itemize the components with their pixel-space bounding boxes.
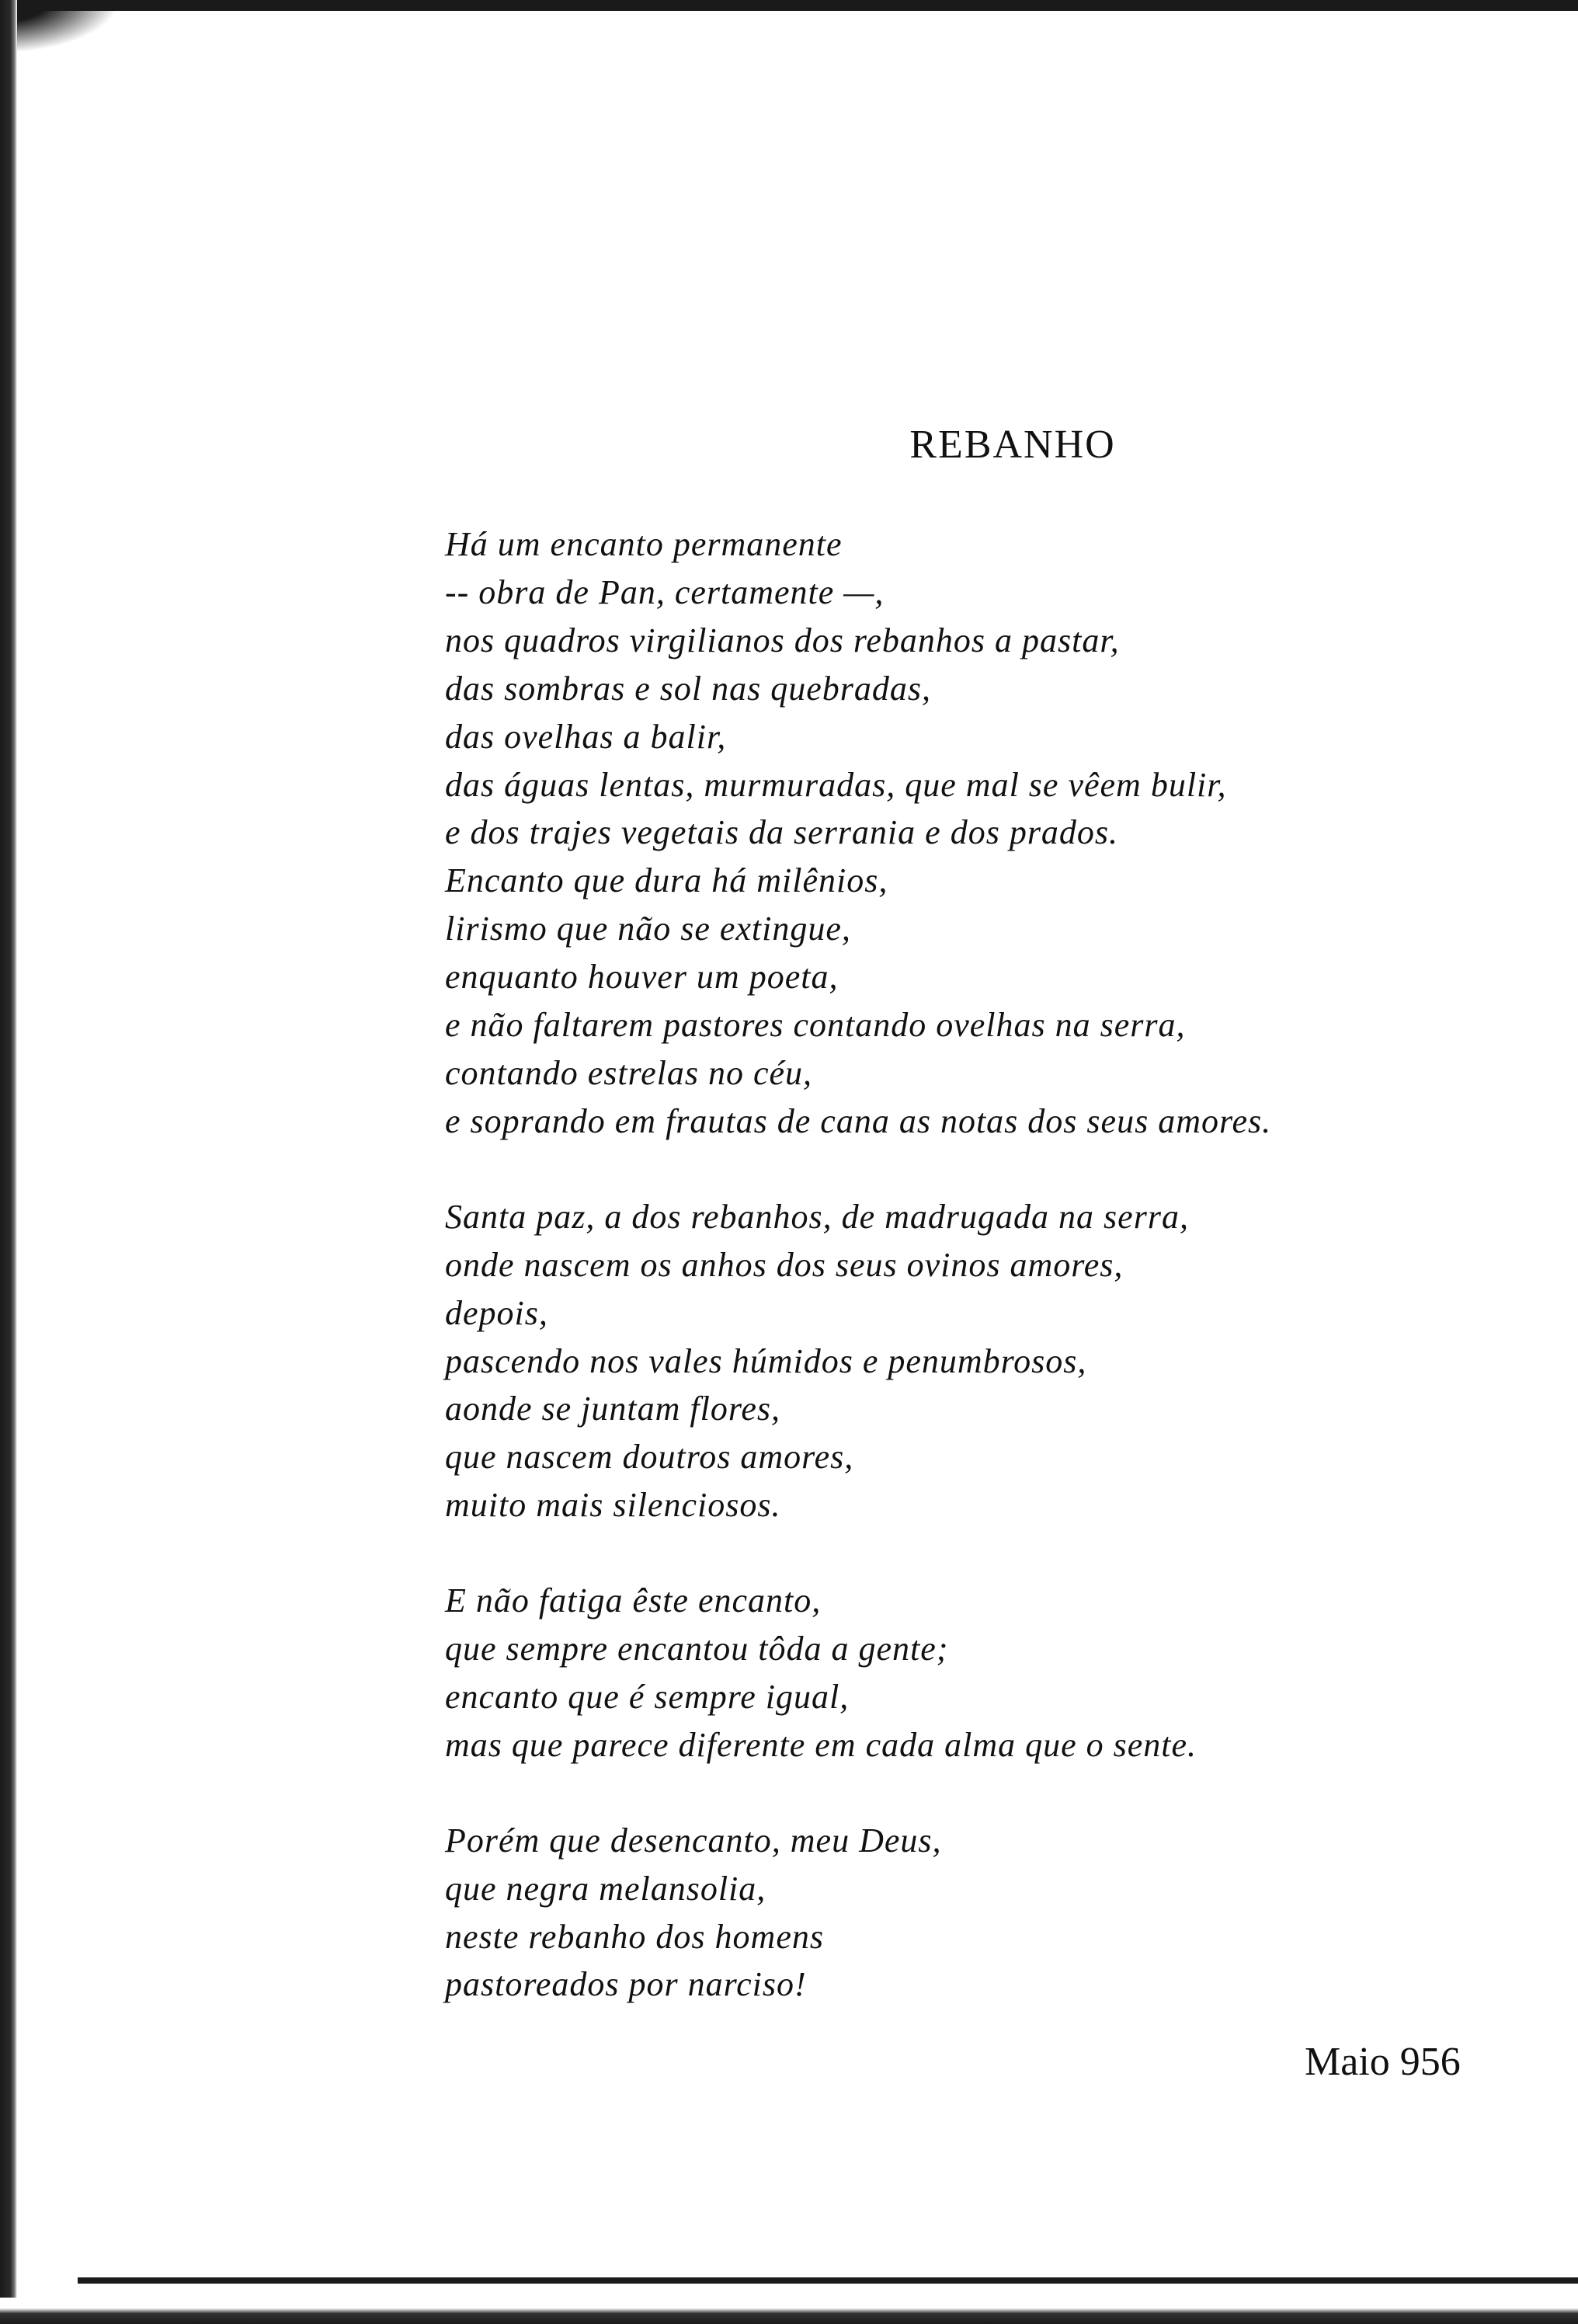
- scan-border-left: [0, 0, 17, 2324]
- scan-border-bottom: [78, 2277, 1578, 2284]
- poem-line: e dos trajes vegetais da serrania e dos prados.: [445, 813, 1119, 852]
- poem-line: e soprando em frautas de cana as notas dos seus amores.: [445, 1101, 1272, 1140]
- poem-line: encanto que é sempre igual,: [445, 1677, 850, 1716]
- poem-line: pascendo nos vales húmidos e penumbrosos,: [445, 1341, 1087, 1380]
- poem-line: que sempre encantou tôda a gente;: [445, 1630, 949, 1668]
- poem-line: das águas lentas, murmuradas, que mal se vêem bulir,: [445, 765, 1227, 804]
- stanza-2: [445, 1193, 1578, 1529]
- poem-line: nos quadros virgilianos dos rebanhos a pastar,: [445, 621, 1120, 659]
- poem-body: [445, 520, 1578, 2056]
- poem-line: neste rebanho dos homens: [445, 1917, 824, 1956]
- poem-line: Há um encanto permanente: [445, 525, 843, 563]
- poem-line: das sombras e sol nas quebradas,: [445, 669, 932, 708]
- poem-line: E não fatiga êste encanto,: [445, 1581, 822, 1620]
- stanza-3: [445, 1577, 1578, 1769]
- poem-line: lirismo que não se extingue,: [445, 910, 851, 948]
- poem-line: onde nascem os anhos dos seus ovinos amores,: [445, 1245, 1124, 1284]
- stanza-4: [445, 1817, 1578, 2009]
- poem-line: que nascem doutros amores,: [445, 1438, 854, 1477]
- poem-date: Maio 956: [1305, 2040, 1461, 2084]
- scan-border-top: [0, 0, 1578, 11]
- scan-border-bottom-edge: [0, 2298, 1578, 2324]
- stanza-1: [445, 520, 1578, 1146]
- poem-line: das ovelhas a balir,: [445, 717, 727, 756]
- poem-line: mas que parece diferente em cada alma que o sente.: [445, 1725, 1197, 1764]
- poem-line: pastoreados por narciso!: [445, 1965, 807, 2004]
- poem-line: -- obra de Pan, certamente —,: [445, 572, 885, 611]
- poem-line: contando estrelas no céu,: [445, 1053, 813, 1092]
- poem-line: depois,: [445, 1293, 548, 1332]
- poem-title: REBANHO: [909, 423, 1116, 467]
- poem-line: Porém que desencanto, meu Deus,: [445, 1821, 942, 1860]
- poem-line: e não faltarem pastores contando ovelhas na serra,: [445, 1006, 1186, 1045]
- poem-line: Encanto que dura há milênios,: [445, 861, 888, 900]
- poem-line: enquanto houver um poeta,: [445, 958, 839, 997]
- poem-line: muito mais silenciosos.: [445, 1486, 781, 1525]
- poem-line: que negra melansolia,: [445, 1869, 766, 1908]
- poem-line: aonde se juntam flores,: [445, 1390, 780, 1428]
- poem-line: Santa paz, a dos rebanhos, de madrugada na serra,: [445, 1197, 1189, 1236]
